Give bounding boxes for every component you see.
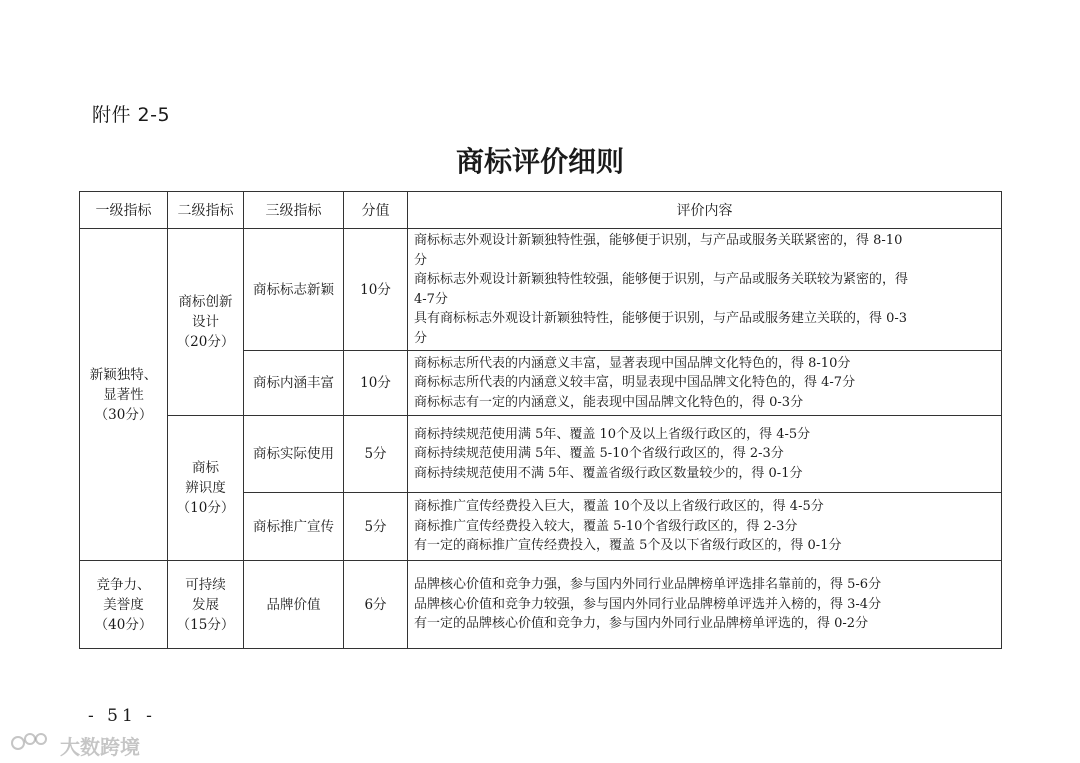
level2-line: 辨识度 [185, 480, 226, 496]
level1-line: 竞争力、 [96, 576, 151, 593]
column-header: 分值 [344, 192, 408, 229]
watermark-text: 大数跨境 [60, 735, 140, 759]
evaluation-table [79, 191, 1002, 649]
content-line: 商标持续规范使用满 5年、覆盖 5-10个省级行政区的，得 2-3分 [414, 446, 784, 462]
content-line: 商标推广宣传经费投入巨大，覆盖 10个及以上省级行政区的，得 4-5分 [414, 499, 824, 515]
level3-cell: 商标标志新颖 [244, 229, 344, 351]
level2-cell [168, 229, 244, 416]
content-cell [408, 351, 1002, 416]
level2-cell [168, 561, 244, 649]
level2-line: 商标 [192, 460, 219, 476]
level2-line: 可持续 [185, 576, 226, 593]
level2-line: 设计 [192, 314, 219, 330]
score-cell: 6分 [344, 561, 408, 649]
attachment-label: 附件 2-5 [92, 104, 171, 126]
page-number: - 51 - [88, 706, 156, 726]
level1-line: （30分） [94, 406, 153, 423]
content-line: 4-7分 [414, 291, 448, 307]
watermark-logo-icon [10, 730, 54, 761]
column-header: 三级指标 [244, 192, 344, 229]
level2-line: （20分） [176, 334, 235, 350]
content-line: 分 [414, 252, 428, 268]
level1-line: 美誉度 [103, 596, 144, 613]
content-line: 有一定的商标推广宣传经费投入，覆盖 5个及以下省级行政区的，得 0-1分 [414, 538, 842, 554]
content-line: 商标推广宣传经费投入较大，覆盖 5-10个省级行政区的，得 2-3分 [414, 518, 798, 534]
content-line: 商标持续规范使用满 5年、覆盖 10个及以上省级行政区的，得 4-5分 [414, 426, 811, 442]
content-line: 品牌核心价值和竞争力强，参与国内外同行业品牌榜单评选排名靠前的，得 5-6分 [414, 577, 882, 593]
table-row [80, 416, 1002, 493]
column-header: 一级指标 [80, 192, 168, 229]
level3-cell: 商标推广宣传 [244, 493, 344, 561]
score-cell: 10分 [344, 229, 408, 351]
level2-line: （15分） [176, 616, 235, 633]
level1-cell [80, 561, 168, 649]
content-line: 具有商标标志外观设计新颖独特性，能够便于识别，与产品或服务建立关联的，得 0-3 [414, 311, 908, 326]
table-row [80, 229, 1002, 351]
content-line: 商标标志外观设计新颖独特性强，能够便于识别，与产品或服务关联紧密的，得 8-10 [414, 233, 903, 248]
level2-line: （10分） [176, 500, 235, 516]
table-row [80, 561, 1002, 649]
column-header: 评价内容 [408, 192, 1002, 229]
level3-cell: 商标内涵丰富 [244, 351, 344, 416]
level1-line: 新颖独特、 [89, 366, 158, 383]
score-cell: 5分 [344, 493, 408, 561]
level2-line: 发展 [192, 596, 219, 613]
level1-cell [80, 229, 168, 561]
document-title: 商标评价细则 [455, 145, 624, 178]
level1-line: 显著性 [103, 386, 144, 403]
content-line: 有一定的品牌核心价值和竞争力，参与国内外同行业品牌榜单评选的，得 0-2分 [414, 616, 869, 632]
level3-cell: 品牌价值 [244, 561, 344, 649]
content-line: 商标标志所代表的内涵意义较丰富，明显表现中国品牌文化特色的，得 4-7分 [414, 375, 856, 391]
level1-line: （40分） [94, 616, 153, 633]
watermark [10, 730, 140, 761]
content-line: 商标持续规范使用不满 5年、覆盖省级行政区数量较少的，得 0-1分 [414, 465, 803, 481]
level2-cell [168, 416, 244, 561]
score-cell: 10分 [344, 351, 408, 416]
table-header-row [80, 192, 1002, 229]
content-cell [408, 229, 1002, 351]
content-line: 商标标志外观设计新颖独特性较强，能够便于识别，与产品或服务关联较为紧密的，得 [414, 272, 909, 287]
content-line: 商标标志所代表的内涵意义丰富，显著表现中国品牌文化特色的，得 8-10分 [414, 355, 851, 371]
content-line: 品牌核心价值和竞争力较强，参与国内外同行业品牌榜单评选并入榜的，得 3-4分 [414, 596, 882, 612]
content-cell [408, 416, 1002, 493]
content-cell [408, 493, 1002, 561]
score-cell: 5分 [344, 416, 408, 493]
column-header: 二级指标 [168, 192, 244, 229]
level2-line: 商标创新 [178, 294, 233, 310]
content-cell [408, 561, 1002, 649]
content-line: 商标标志有一定的内涵意义，能表现中国品牌文化特色的，得 0-3分 [414, 394, 804, 410]
content-line: 分 [414, 330, 428, 346]
level3-cell: 商标实际使用 [244, 416, 344, 493]
